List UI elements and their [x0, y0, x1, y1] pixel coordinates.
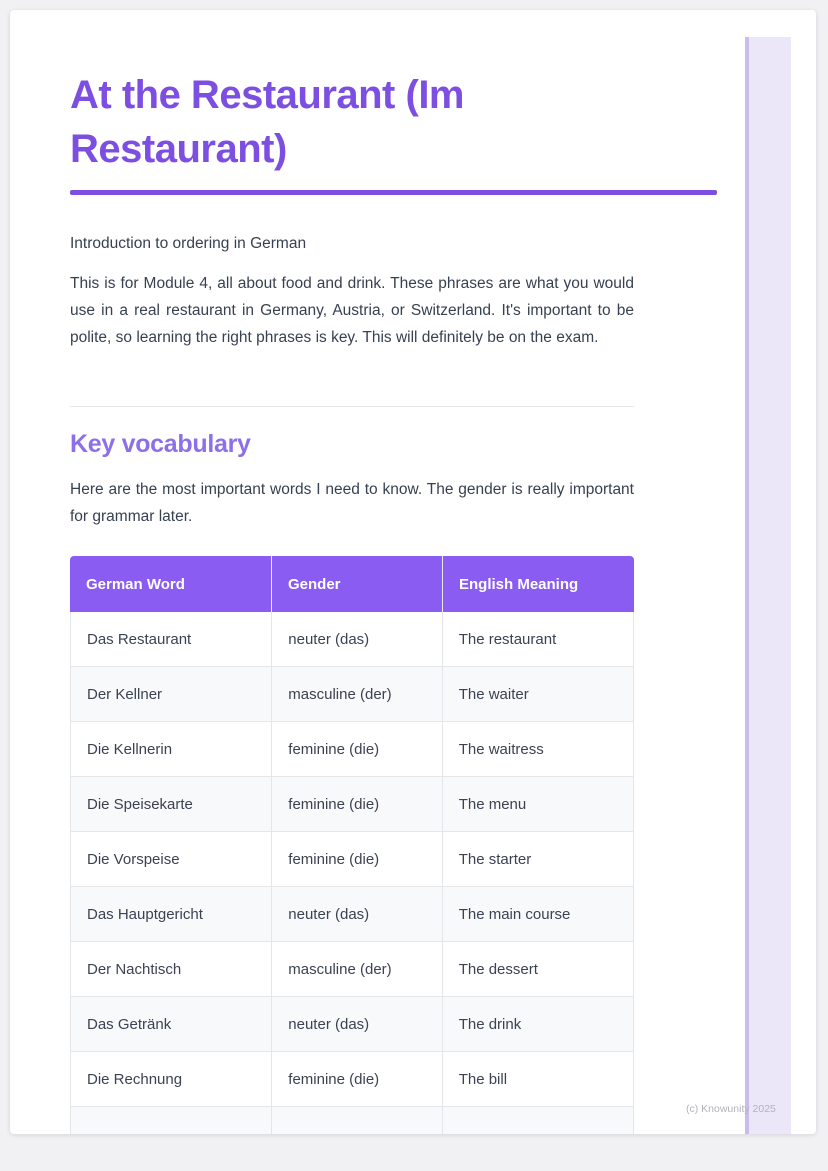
table-cell: masculine (der)	[271, 942, 441, 996]
table-cell: The drink	[442, 997, 633, 1051]
table-cell: neuter (das)	[271, 887, 441, 941]
section-heading-key-vocabulary: Key vocabulary	[70, 430, 251, 458]
table-row	[70, 722, 634, 777]
vocab-table	[70, 556, 634, 1134]
section-divider	[70, 406, 634, 407]
table-cell	[71, 1107, 271, 1134]
table-row	[70, 942, 634, 997]
table-row	[70, 612, 634, 667]
table-cell: feminine (die)	[271, 722, 441, 776]
table-cell	[442, 1107, 633, 1134]
table-cell	[271, 1107, 441, 1134]
table-row	[70, 1107, 634, 1134]
table-cell: The dessert	[442, 942, 633, 996]
table-cell: The main course	[442, 887, 633, 941]
vocab-table-body	[70, 612, 634, 1134]
table-cell: neuter (das)	[271, 997, 441, 1051]
intro-label: Introduction to ordering in German	[70, 235, 307, 252]
table-cell: Der Kellner	[87, 685, 163, 703]
footer-credit: (c) Knowunity 2025	[686, 1103, 776, 1115]
table-header-german-word: German Word	[86, 575, 185, 593]
table-cell: feminine (die)	[271, 832, 441, 886]
title-underline-rule	[70, 190, 717, 195]
table-cell: feminine (die)	[271, 777, 441, 831]
table-row	[70, 667, 634, 722]
table-cell: Die Vorspeise	[87, 850, 180, 868]
table-cell: neuter (das)	[271, 612, 441, 666]
table-cell: masculine (der)	[271, 667, 441, 721]
table-cell: The waiter	[442, 667, 633, 721]
table-cell: Die Rechnung	[87, 1070, 183, 1088]
document-page	[10, 10, 816, 1134]
table-row	[70, 887, 634, 942]
table-cell: The restaurant	[442, 612, 633, 666]
table-row	[70, 777, 634, 832]
table-cell: Die Speisekarte	[87, 795, 193, 813]
table-cell: Der Nachtisch	[87, 960, 182, 978]
table-cell: The bill	[442, 1052, 633, 1106]
table-row	[70, 997, 634, 1052]
section-paragraph: Here are the most important words I need to know. The gender is really important for grammar later.	[70, 481, 634, 525]
table-cell: feminine (die)	[271, 1052, 441, 1106]
table-cell: Das Hauptgericht	[87, 905, 203, 923]
page-title: At the Restaurant (Im Restaurant)	[70, 73, 464, 171]
table-cell: The starter	[442, 832, 633, 886]
table-cell: Das Getränk	[87, 1015, 172, 1033]
table-row	[70, 832, 634, 887]
table-cell: Die Kellnerin	[87, 740, 173, 758]
table-cell: The menu	[442, 777, 633, 831]
vocab-table-header-row	[70, 556, 634, 612]
table-row	[70, 1052, 634, 1107]
table-header-gender: Gender	[271, 556, 442, 612]
table-cell: The waitress	[442, 722, 633, 776]
intro-paragraph: This is for Module 4, all about food and drink. These phrases are what you would use in a real restaurant in Germany, Austria, or Switzerland. It's important to be polite, so learning the right phrases is key. This will definitely be on the exam.	[70, 275, 634, 346]
page-side-strip	[745, 37, 791, 1134]
table-cell: Das Restaurant	[87, 630, 192, 648]
table-header-english-meaning: English Meaning	[442, 556, 634, 612]
